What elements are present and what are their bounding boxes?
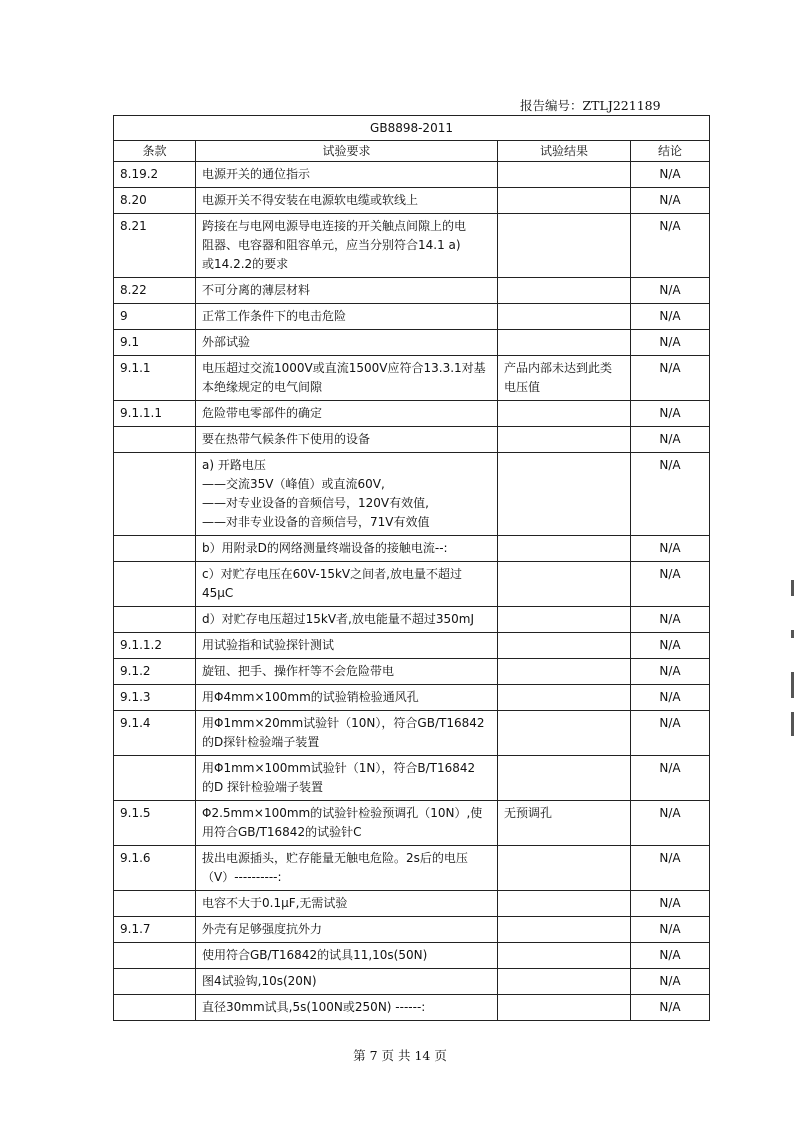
requirement-cell <box>196 214 498 278</box>
requirement-line: 直径30mm试具,5s(100N或250N) ------: <box>202 1000 426 1014</box>
verdict-cell: N/A <box>631 969 710 995</box>
result-line: 电压值 <box>504 380 541 394</box>
requirement-line: 用符合GB/T16842的试验针C <box>202 825 362 839</box>
header-row <box>114 141 710 162</box>
requirement-line: 本绝缘规定的电气间隙 <box>202 380 323 394</box>
verdict-cell: N/A <box>631 917 710 943</box>
verdict-cell: N/A <box>631 214 710 278</box>
requirement-cell <box>196 943 498 969</box>
requirement-line: 阻器、电容器和阻容单元，应当分别符合14.1 a) <box>202 238 461 252</box>
result-line: 产品内部未达到此类 <box>504 361 613 375</box>
scan-edge-mark <box>791 672 794 698</box>
table-row <box>114 162 710 188</box>
table-row <box>114 969 710 995</box>
result-cell <box>498 969 631 995</box>
verdict-cell: N/A <box>631 633 710 659</box>
result-cell <box>498 917 631 943</box>
requirement-line: a) 开路电压 <box>202 458 266 472</box>
verdict-cell: N/A <box>631 607 710 633</box>
page-number: 第 7 页 共 14 页 <box>353 1048 447 1063</box>
result-cell <box>498 356 631 401</box>
requirement-cell <box>196 188 498 214</box>
result-cell <box>498 607 631 633</box>
result-cell <box>498 214 631 278</box>
result-cell <box>498 711 631 756</box>
requirement-cell <box>196 711 498 756</box>
clause-cell: 9.1.7 <box>114 917 196 943</box>
verdict-cell: N/A <box>631 536 710 562</box>
requirement-line: （V）----------: <box>202 870 282 884</box>
result-cell <box>498 659 631 685</box>
table-row <box>114 401 710 427</box>
verdict-cell: N/A <box>631 659 710 685</box>
scan-edge-mark <box>791 712 794 736</box>
verdict-cell: N/A <box>631 756 710 801</box>
requirement-cell <box>196 278 498 304</box>
requirement-line: ——交流35V（峰值）或直流60V, <box>202 477 385 491</box>
requirement-line: Φ2.5mm×100mm的试验针检验预调孔（10N）,使 <box>202 806 483 820</box>
clause-cell: 9.1.4 <box>114 711 196 756</box>
table-row <box>114 659 710 685</box>
requirement-cell <box>196 995 498 1021</box>
table-row <box>114 562 710 607</box>
clause-cell <box>114 536 196 562</box>
requirement-cell <box>196 562 498 607</box>
requirement-cell <box>196 756 498 801</box>
requirement-line: 用Φ1mm×20mm试验针（10N），符合GB/T16842 <box>202 716 485 730</box>
requirement-line: 用试验指和试验探针测试 <box>202 638 335 652</box>
column-header-requirement: 试验要求 <box>196 141 498 162</box>
requirement-line: 跨接在与电网电源导电连接的开关触点间隙上的电 <box>202 219 467 233</box>
verdict-cell: N/A <box>631 562 710 607</box>
requirement-line: d）对贮存电压超过15kV者,放电能量不超过350mJ <box>202 612 474 626</box>
requirement-cell <box>196 330 498 356</box>
column-header-result: 试验结果 <box>498 141 631 162</box>
result-cell <box>498 278 631 304</box>
result-cell <box>498 685 631 711</box>
result-cell <box>498 536 631 562</box>
standard-title: GB8898-2011 <box>114 116 710 141</box>
requirement-cell <box>196 607 498 633</box>
table-row <box>114 453 710 536</box>
requirement-line: 旋钮、把手、操作杆等不会危险带电 <box>202 664 395 678</box>
verdict-cell: N/A <box>631 943 710 969</box>
verdict-cell: N/A <box>631 891 710 917</box>
verdict-cell: N/A <box>631 278 710 304</box>
clause-cell <box>114 943 196 969</box>
requirement-line: 电源开关不得安装在电源软电缆或软线上 <box>202 193 419 207</box>
clause-cell: 9.1.5 <box>114 801 196 846</box>
requirement-line: 电容不大于0.1μF,无需试验 <box>202 896 348 910</box>
result-cell <box>498 427 631 453</box>
requirement-cell <box>196 633 498 659</box>
result-cell <box>498 562 631 607</box>
clause-cell: 9.1.2 <box>114 659 196 685</box>
requirement-line: 用Φ1mm×100mm试验针（1N），符合B/T16842 <box>202 761 476 775</box>
table-row <box>114 801 710 846</box>
table-row <box>114 427 710 453</box>
table-row <box>114 917 710 943</box>
requirement-line: 的D探针检验端子装置 <box>202 735 320 749</box>
table-row <box>114 188 710 214</box>
table-row <box>114 633 710 659</box>
requirement-cell <box>196 427 498 453</box>
scan-edge-mark <box>791 630 794 638</box>
result-line: 无预调孔 <box>504 806 553 820</box>
requirement-line: ——对非专业设备的音频信号，71V有效值 <box>202 515 430 529</box>
result-cell <box>498 801 631 846</box>
requirement-line: 或14.2.2的要求 <box>202 257 289 271</box>
result-cell <box>498 162 631 188</box>
column-header-clause: 条款 <box>114 141 196 162</box>
test-requirements-table <box>113 115 710 1021</box>
clause-cell: 9.1.3 <box>114 685 196 711</box>
clause-cell <box>114 756 196 801</box>
clause-cell <box>114 427 196 453</box>
verdict-cell: N/A <box>631 401 710 427</box>
result-cell <box>498 453 631 536</box>
verdict-cell: N/A <box>631 162 710 188</box>
table-row <box>114 756 710 801</box>
verdict-cell: N/A <box>631 427 710 453</box>
table-row <box>114 356 710 401</box>
table-row <box>114 685 710 711</box>
result-cell <box>498 995 631 1021</box>
table-row <box>114 943 710 969</box>
requirement-line: 外壳有足够强度抗外力 <box>202 922 323 936</box>
requirement-line: 45μC <box>202 586 234 600</box>
requirement-cell <box>196 969 498 995</box>
result-cell <box>498 756 631 801</box>
requirement-line: 的D 探针检验端子装置 <box>202 780 324 794</box>
verdict-cell: N/A <box>631 453 710 536</box>
table-row <box>114 214 710 278</box>
requirement-line: 使用符合GB/T16842的试具11,10s(50N) <box>202 948 428 962</box>
verdict-cell: N/A <box>631 801 710 846</box>
result-cell <box>498 304 631 330</box>
table-row <box>114 846 710 891</box>
column-header-verdict: 结论 <box>631 141 710 162</box>
requirement-line: 用Φ4mm×100mm的试验销检验通风孔 <box>202 690 419 704</box>
requirement-line: ——对专业设备的音频信号，120V有效值, <box>202 496 429 510</box>
table-row <box>114 607 710 633</box>
requirement-cell <box>196 917 498 943</box>
requirement-cell <box>196 536 498 562</box>
clause-cell <box>114 995 196 1021</box>
clause-cell <box>114 891 196 917</box>
result-cell <box>498 943 631 969</box>
result-cell <box>498 633 631 659</box>
clause-cell: 9.1.6 <box>114 846 196 891</box>
standard-row <box>114 116 710 141</box>
scan-edge-mark <box>791 580 794 596</box>
verdict-cell: N/A <box>631 995 710 1021</box>
requirement-line: b）用附录D的网络测量终端设备的接触电流--: <box>202 541 448 555</box>
requirement-line: 危险带电零部件的确定 <box>202 406 323 420</box>
verdict-cell: N/A <box>631 304 710 330</box>
verdict-cell: N/A <box>631 846 710 891</box>
table-body <box>114 162 710 1021</box>
table-row <box>114 304 710 330</box>
requirement-line: 要在热带气候条件下使用的设备 <box>202 432 371 446</box>
requirement-line: 不可分离的薄层材料 <box>202 283 311 297</box>
requirement-cell <box>196 801 498 846</box>
result-cell <box>498 846 631 891</box>
requirement-cell <box>196 162 498 188</box>
verdict-cell: N/A <box>631 356 710 401</box>
requirement-cell <box>196 401 498 427</box>
requirement-cell <box>196 846 498 891</box>
clause-cell: 8.19.2 <box>114 162 196 188</box>
requirement-cell <box>196 891 498 917</box>
table-row <box>114 330 710 356</box>
report-number: 报告编号：ZTLJ221189 <box>520 98 661 113</box>
clause-cell <box>114 969 196 995</box>
clause-cell <box>114 607 196 633</box>
clause-cell: 9.1.1 <box>114 356 196 401</box>
result-cell <box>498 330 631 356</box>
requirement-line: 电压超过交流1000V或直流1500V应符合13.3.1对基 <box>202 361 486 375</box>
verdict-cell: N/A <box>631 330 710 356</box>
requirement-line: c）对贮存电压在60V-15kV之间者,放电量不超过 <box>202 567 462 581</box>
requirement-line: 外部试验 <box>202 335 251 349</box>
verdict-cell: N/A <box>631 711 710 756</box>
requirement-cell <box>196 685 498 711</box>
clause-cell <box>114 562 196 607</box>
table-row <box>114 891 710 917</box>
table-row <box>114 995 710 1021</box>
result-cell <box>498 401 631 427</box>
result-cell <box>498 188 631 214</box>
clause-cell: 8.22 <box>114 278 196 304</box>
verdict-cell: N/A <box>631 188 710 214</box>
table-row <box>114 278 710 304</box>
requirement-cell <box>196 304 498 330</box>
table-row <box>114 536 710 562</box>
clause-cell: 8.20 <box>114 188 196 214</box>
clause-cell: 9.1 <box>114 330 196 356</box>
result-cell <box>498 891 631 917</box>
clause-cell: 9 <box>114 304 196 330</box>
clause-cell: 9.1.1.1 <box>114 401 196 427</box>
requirement-line: 图4试验钩,10s(20N) <box>202 974 317 988</box>
requirement-line: 正常工作条件下的电击危险 <box>202 309 347 323</box>
requirement-cell <box>196 356 498 401</box>
requirement-cell <box>196 453 498 536</box>
requirement-cell <box>196 659 498 685</box>
requirement-line: 拔出电源插头，贮存能量无触电危险。2s后的电压 <box>202 851 468 865</box>
clause-cell: 9.1.1.2 <box>114 633 196 659</box>
verdict-cell: N/A <box>631 685 710 711</box>
clause-cell <box>114 453 196 536</box>
requirement-line: 电源开关的通位指示 <box>202 167 311 181</box>
table-row <box>114 711 710 756</box>
clause-cell: 8.21 <box>114 214 196 278</box>
